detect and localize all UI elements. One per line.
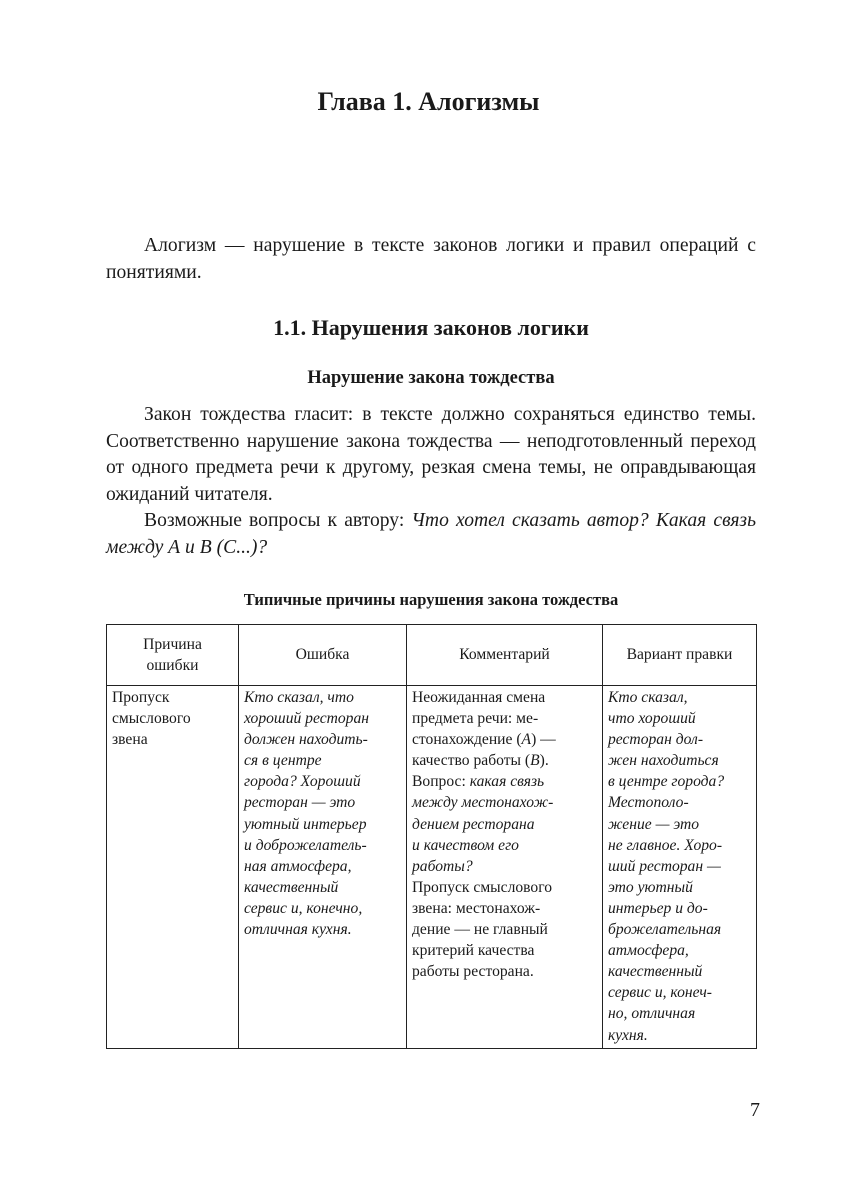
cell-text: ) —: [531, 731, 556, 749]
cell-line: сервис и, конеч-: [608, 984, 712, 1002]
cell-cause: [107, 686, 239, 1049]
causes-table: [106, 624, 757, 1049]
cell-line: должен находить-: [244, 731, 368, 749]
cell-line: уютный интерьер: [244, 815, 367, 833]
cell-text: Вопрос:: [412, 773, 470, 791]
chapter-title: Глава 1. Алогизмы: [317, 87, 540, 116]
subsection-title: Нарушение закона тождества: [307, 368, 555, 388]
cell-line: [412, 729, 597, 750]
body-paragraphs: [106, 402, 756, 561]
cell-line: кухня.: [608, 1026, 648, 1044]
cell-comment: [407, 686, 603, 1049]
cell-line: между местонахож-: [412, 794, 554, 812]
cell-line: не главное. Хоро-: [608, 836, 723, 854]
cell-line: критерий качества: [412, 942, 535, 960]
author-questions-paragraph: [106, 508, 756, 561]
cell-line: ная атмосфера,: [244, 857, 352, 875]
cell-line: ресторан — это: [244, 794, 356, 812]
cell-text-italic: какая связь: [469, 773, 545, 791]
page-number: 7: [750, 1099, 760, 1121]
variable-b: В: [530, 752, 540, 770]
cell-text: качество работы (: [412, 752, 531, 770]
cell-line: дением ресторана: [412, 815, 535, 833]
cell-line: Неожиданная смена: [412, 689, 546, 706]
questions-italic: Что хотел сказать автор? Какая связь между А и В (С...)?: [106, 510, 756, 558]
cell-line: что хороший: [608, 710, 696, 728]
header-cause: [107, 625, 239, 686]
cell-line: Кто сказал, что: [244, 689, 354, 706]
cell-line: Местополо-: [608, 794, 689, 812]
cell-line: и качеством его: [412, 836, 519, 854]
intro-paragraph: [106, 233, 756, 286]
cell-line: звена: местонахож-: [412, 899, 541, 917]
cell-line: ший ресторан —: [608, 857, 721, 875]
variable-a: А: [521, 731, 532, 749]
cell-line: жение — это: [608, 815, 700, 833]
cell-line: брожелательная: [608, 921, 722, 939]
cell-line: смыслового: [112, 710, 191, 728]
cell-line: Кто сказал,: [608, 689, 688, 706]
cell-line: качественный: [608, 963, 703, 981]
cell-line: интерьер и до-: [608, 899, 708, 917]
identity-law-paragraph: Закон тождества гласит: в тексте должно сохраняться единство темы. Соответственно нарушение закона тождества — неподготовленный переход от одного предмета речи к другому, резкая смена темы, не оправдывающая ожиданий читателя.: [106, 404, 756, 505]
header-cause-line: ошибки: [146, 657, 199, 674]
cell-line: работы?: [412, 857, 473, 875]
cell-line: [412, 771, 597, 792]
cell-line: но, отличная: [608, 1005, 696, 1023]
table-header-row: [107, 625, 757, 686]
cell-line: предмета речи: ме-: [412, 710, 539, 728]
cell-line: атмосфера,: [608, 942, 689, 960]
table-caption: Типичные причины нарушения закона тождества: [243, 590, 619, 609]
cell-line: сервис и, конечно,: [244, 899, 363, 917]
header-comment: Комментарий: [407, 625, 603, 686]
cell-line: ся в центре: [244, 752, 322, 770]
cell-line: в центре города?: [608, 773, 725, 791]
cell-line: и доброжелатель-: [244, 836, 367, 854]
cell-line: звена: [112, 731, 148, 749]
header-cause-line: Причина: [143, 635, 202, 653]
cell-line: отличная кухня.: [244, 921, 352, 939]
section-title: 1.1. Нарушения законов логики: [273, 315, 589, 340]
cell-fix: [603, 686, 757, 1049]
questions-lead: Возможные вопросы к автору:: [144, 510, 412, 531]
cell-line: качественный: [244, 878, 339, 896]
cell-line: работы ресторана.: [412, 963, 534, 981]
header-fix: Вариант правки: [603, 625, 757, 686]
cell-line: жен находиться: [608, 752, 719, 770]
cell-line: Пропуск: [112, 689, 170, 706]
cell-line: города? Хороший: [244, 773, 361, 791]
cell-line: [412, 750, 597, 771]
intro-text: Алогизм — нарушение в тексте законов логики и правил операций с понятиями.: [106, 235, 756, 283]
cell-text: ).: [539, 752, 549, 770]
cell-line: ресторан дол-: [608, 731, 704, 749]
header-error: Ошибка: [239, 625, 407, 686]
cell-line: это уютный: [608, 878, 693, 896]
table-row: [107, 686, 757, 1049]
cell-error: [239, 686, 407, 1049]
cell-line: хороший ресторан: [244, 710, 370, 728]
cell-line: Пропуск смыслового: [412, 878, 553, 896]
cell-text: стонахождение (: [412, 731, 522, 749]
cell-line: дение — не главный: [412, 921, 548, 939]
